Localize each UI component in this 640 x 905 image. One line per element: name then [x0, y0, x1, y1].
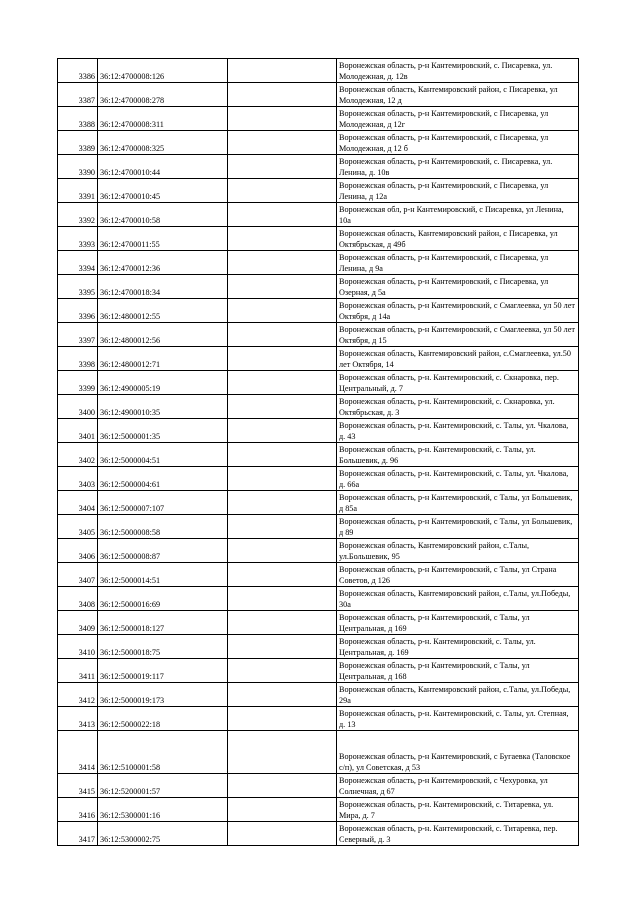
address-cell: Воронежская область, р-н Кантемировский, с Смаглеевка, ул 50 лет Октября, д 14а — [337, 299, 579, 323]
cadastral-number: 36:12:5100001:58 — [98, 731, 228, 774]
table-row — [58, 774, 579, 798]
address-cell: Воронежская область, р-н Кантемировский, с Талы, ул Страна Советов, д 126 — [337, 563, 579, 587]
table-row — [58, 635, 579, 659]
empty-cell — [228, 611, 337, 635]
property-registry-table — [57, 58, 579, 846]
row-number: 3404 — [58, 491, 98, 515]
cadastral-number: 36:12:5300002:75 — [98, 822, 228, 846]
cadastral-number: 36:12:5000001:35 — [98, 419, 228, 443]
cadastral-number: 36:12:5000008:87 — [98, 539, 228, 563]
row-number: 3413 — [58, 707, 98, 731]
cadastral-number: 36:12:4700018:34 — [98, 275, 228, 299]
row-number: 3386 — [58, 59, 98, 83]
table-row — [58, 659, 579, 683]
row-number: 3394 — [58, 251, 98, 275]
address-cell: Воронежская область, р-н Кантемировский, с. Писаревка, ул. Молодежная, д. 12в — [337, 59, 579, 83]
address-cell: Воронежская область, р-н. Кантемировский, с. Титаревка, пер. Северный, д. 3 — [337, 822, 579, 846]
table-row — [58, 107, 579, 131]
cadastral-number: 36:12:4800012:55 — [98, 299, 228, 323]
empty-cell — [228, 539, 337, 563]
row-number: 3411 — [58, 659, 98, 683]
cadastral-number: 36:12:4700008:126 — [98, 59, 228, 83]
empty-cell — [228, 635, 337, 659]
table-row — [58, 275, 579, 299]
address-cell: Воронежская область, р-н. Кантемировский, с. Талы, ул. Степная, д. 13 — [337, 707, 579, 731]
table-row — [58, 179, 579, 203]
empty-cell — [228, 395, 337, 419]
address-cell: Воронежская область, р-н Кантемировский, с. Писаревка, ул. Ленина, д. 10в — [337, 155, 579, 179]
table-row — [58, 798, 579, 822]
row-number: 3402 — [58, 443, 98, 467]
row-number: 3412 — [58, 683, 98, 707]
table-row — [58, 155, 579, 179]
address-cell: Воронежская обл, р-н Кантемировский, с Писаревка, ул Ленина, 10а — [337, 203, 579, 227]
row-number: 3408 — [58, 587, 98, 611]
cadastral-number: 36:12:5300001:16 — [98, 798, 228, 822]
cadastral-number: 36:12:5000007:107 — [98, 491, 228, 515]
row-number: 3414 — [58, 731, 98, 774]
table-row — [58, 419, 579, 443]
table-row — [58, 443, 579, 467]
address-cell: Воронежская область, р-н. Кантемировский, с. Талы, ул. Большевик, д. 96 — [337, 443, 579, 467]
table-row — [58, 611, 579, 635]
table-row — [58, 587, 579, 611]
registry-body — [58, 59, 579, 846]
row-number: 3391 — [58, 179, 98, 203]
table-row — [58, 395, 579, 419]
empty-cell — [228, 798, 337, 822]
row-number: 3405 — [58, 515, 98, 539]
empty-cell — [228, 491, 337, 515]
address-cell: Воронежская область, р-н Кантемировский, с Талы, ул Центральная, д 168 — [337, 659, 579, 683]
cadastral-number: 36:12:4700008:325 — [98, 131, 228, 155]
cadastral-number: 36:12:4800012:71 — [98, 347, 228, 371]
empty-cell — [228, 443, 337, 467]
table-row — [58, 299, 579, 323]
row-number: 3396 — [58, 299, 98, 323]
address-cell: Воронежская область, р-н Кантемировский, с Талы, ул Центральная, д 169 — [337, 611, 579, 635]
empty-cell — [228, 515, 337, 539]
row-number: 3410 — [58, 635, 98, 659]
address-cell: Воронежская область, р-н. Кантемировский, с. Талы, ул. Чкалова, д. 66а — [337, 467, 579, 491]
table-row — [58, 467, 579, 491]
cadastral-number: 36:12:4700011:55 — [98, 227, 228, 251]
cadastral-number: 36:12:5000016:69 — [98, 587, 228, 611]
empty-cell — [228, 563, 337, 587]
row-number: 3407 — [58, 563, 98, 587]
table-row — [58, 203, 579, 227]
empty-cell — [228, 227, 337, 251]
address-cell: Воронежская область, р-н. Кантемировский, с. Титаревка, ул. Мира, д. 7 — [337, 798, 579, 822]
row-number: 3400 — [58, 395, 98, 419]
cadastral-number: 36:12:5000018:75 — [98, 635, 228, 659]
empty-cell — [228, 251, 337, 275]
table-row — [58, 251, 579, 275]
empty-cell — [228, 467, 337, 491]
empty-cell — [228, 299, 337, 323]
table-row — [58, 347, 579, 371]
cadastral-number: 36:12:5000004:51 — [98, 443, 228, 467]
empty-cell — [228, 83, 337, 107]
table-row — [58, 131, 579, 155]
table-row — [58, 822, 579, 846]
empty-cell — [228, 419, 337, 443]
table-row — [58, 707, 579, 731]
table-row — [58, 683, 579, 707]
cadastral-number: 36:12:4700010:45 — [98, 179, 228, 203]
address-cell: Воронежская область, р-н. Кантемировский, с. Скнаровка, пер. Центральный, д. 7 — [337, 371, 579, 395]
address-cell: Воронежская область, р-н Кантемировский, с Писаревка, ул Молодежная, д 12 б — [337, 131, 579, 155]
cadastral-number: 36:12:4700008:311 — [98, 107, 228, 131]
cadastral-number: 36:12:5000004:61 — [98, 467, 228, 491]
empty-cell — [228, 731, 337, 774]
row-number: 3415 — [58, 774, 98, 798]
address-cell: Воронежская область, Кантемировский район, с Писаревка, ул Октябрьская, д 49б — [337, 227, 579, 251]
empty-cell — [228, 323, 337, 347]
address-cell: Воронежская область, р-н Кантемировский, с Писаревка, ул Ленина, д 9а — [337, 251, 579, 275]
empty-cell — [228, 107, 337, 131]
empty-cell — [228, 659, 337, 683]
empty-cell — [228, 275, 337, 299]
cadastral-number: 36:12:4700010:58 — [98, 203, 228, 227]
address-cell: Воронежская область, р-н. Кантемировский, с. Талы, ул. Чкалова, д. 43 — [337, 419, 579, 443]
row-number: 3398 — [58, 347, 98, 371]
cadastral-number: 36:12:5200001:57 — [98, 774, 228, 798]
table-row — [58, 731, 579, 774]
table-row — [58, 83, 579, 107]
cadastral-number: 36:12:4800012:56 — [98, 323, 228, 347]
cadastral-number: 36:12:5000018:127 — [98, 611, 228, 635]
address-cell: Воронежская область, Кантемировский район, с.Смаглеевка, ул.50 лет Октября, 14 — [337, 347, 579, 371]
empty-cell — [228, 131, 337, 155]
table-row — [58, 227, 579, 251]
empty-cell — [228, 155, 337, 179]
table-row — [58, 59, 579, 83]
table-row — [58, 371, 579, 395]
row-number: 3390 — [58, 155, 98, 179]
row-number: 3393 — [58, 227, 98, 251]
row-number: 3417 — [58, 822, 98, 846]
row-number: 3406 — [58, 539, 98, 563]
cadastral-number: 36:12:4700008:278 — [98, 83, 228, 107]
empty-cell — [228, 774, 337, 798]
row-number: 3409 — [58, 611, 98, 635]
empty-cell — [228, 371, 337, 395]
cadastral-number: 36:12:4700012:36 — [98, 251, 228, 275]
address-cell: Воронежская область, р-н. Кантемировский, с. Скнаровка, ул. Октябрьская, д. 3 — [337, 395, 579, 419]
cadastral-number: 36:12:5000022:18 — [98, 707, 228, 731]
address-cell: Воронежская область, р-н Кантемировский, с Писаревка, ул Ленина, д 12а — [337, 179, 579, 203]
row-number: 3397 — [58, 323, 98, 347]
address-cell: Воронежская область, р-н Кантемировский, с Талы, ул Большевик, д 89 — [337, 515, 579, 539]
table-row — [58, 323, 579, 347]
cadastral-number: 36:12:4700010:44 — [98, 155, 228, 179]
address-cell: Воронежская область, р-н Кантемировский, с Бугаевка (Таловское с/п), ул Советская, д 53 — [337, 731, 579, 774]
table-row — [58, 539, 579, 563]
cadastral-number: 36:12:5000019:117 — [98, 659, 228, 683]
cadastral-number: 36:12:4900010:35 — [98, 395, 228, 419]
row-number: 3392 — [58, 203, 98, 227]
empty-cell — [228, 587, 337, 611]
row-number: 3401 — [58, 419, 98, 443]
row-number: 3395 — [58, 275, 98, 299]
table-row — [58, 491, 579, 515]
table-row — [58, 563, 579, 587]
address-cell: Воронежская область, р-н Кантемировский, с Чехуровка, ул Солнечная, д 67 — [337, 774, 579, 798]
address-cell: Воронежская область, р-н Кантемировский, с Смаглеевка, ул 50 лет Октября, д 15 — [337, 323, 579, 347]
row-number: 3416 — [58, 798, 98, 822]
row-number: 3403 — [58, 467, 98, 491]
cadastral-number: 36:12:5000014:51 — [98, 563, 228, 587]
address-cell: Воронежская область, р-н. Кантемировский, с. Талы, ул. Центральная, д. 169 — [337, 635, 579, 659]
row-number: 3399 — [58, 371, 98, 395]
empty-cell — [228, 203, 337, 227]
empty-cell — [228, 179, 337, 203]
empty-cell — [228, 59, 337, 83]
cadastral-number: 36:12:5000019:173 — [98, 683, 228, 707]
row-number: 3387 — [58, 83, 98, 107]
address-cell: Воронежская область, р-н Кантемировский, с Писаревка, ул Молодежная, д 12г — [337, 107, 579, 131]
empty-cell — [228, 707, 337, 731]
empty-cell — [228, 822, 337, 846]
empty-cell — [228, 683, 337, 707]
cadastral-number: 36:12:4900005:19 — [98, 371, 228, 395]
row-number: 3389 — [58, 131, 98, 155]
cadastral-number: 36:12:5000008:58 — [98, 515, 228, 539]
table-row — [58, 515, 579, 539]
address-cell: Воронежская область, Кантемировский район, с Писаревка, ул Молодежная, 12 д — [337, 83, 579, 107]
row-number: 3388 — [58, 107, 98, 131]
address-cell: Воронежская область, р-н Кантемировский, с Писаревка, ул Озерная, д 5а — [337, 275, 579, 299]
address-cell: Воронежская область, р-н Кантемировский, с Талы, ул Большевик, д 85а — [337, 491, 579, 515]
address-cell: Воронежская область, Кантемировский район, с.Талы, ул.Большевик, 95 — [337, 539, 579, 563]
address-cell: Воронежская область, Кантемировский район, с.Талы, ул.Победы, 30а — [337, 587, 579, 611]
address-cell: Воронежская область, Кантемировский район, с.Талы, ул.Победы, 29а — [337, 683, 579, 707]
empty-cell — [228, 347, 337, 371]
